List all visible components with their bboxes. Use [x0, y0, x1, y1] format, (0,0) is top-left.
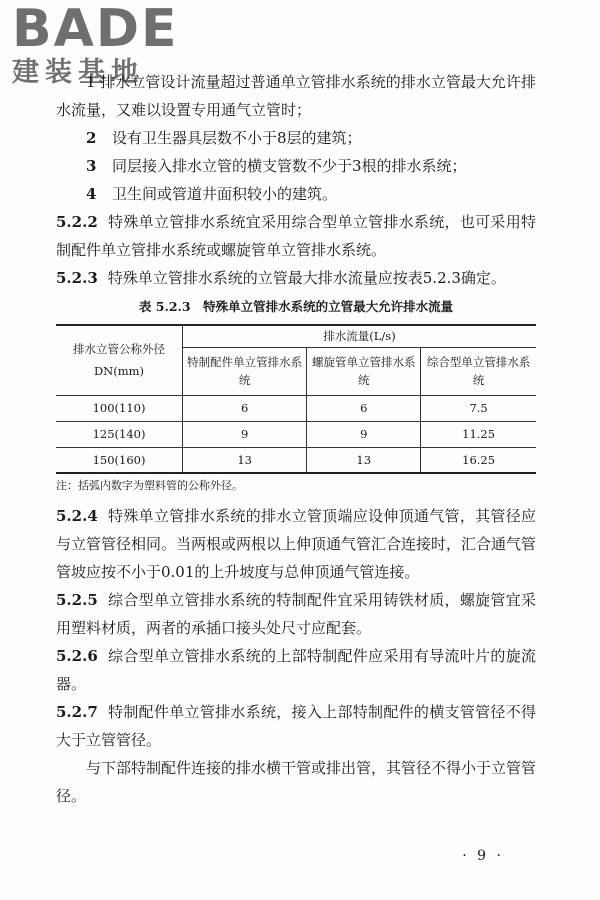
cell-flow: 7.5 — [421, 395, 536, 421]
clause-number: 5.2.3 — [56, 269, 98, 287]
clause-number: 5.2.5 — [56, 591, 98, 609]
logo-subtitle: 建装基地 — [12, 57, 144, 88]
table-caption: 表 5.2.3 特殊单立管排水系统的立管最大允许排水流量 — [138, 299, 454, 314]
cell-dn: 100(110) — [56, 395, 183, 421]
clause-text: 特制配件单立管排水系统，接入上部特制配件的横支管管径不得大于立管管径。 — [56, 703, 536, 749]
page-number: · 9 · — [462, 848, 504, 864]
table-row — [56, 395, 536, 421]
clause-number: 5.2.6 — [56, 647, 98, 665]
clause-5-2-4 — [56, 502, 536, 586]
cell-dn: 125(140) — [56, 421, 183, 447]
cell-flow: 13 — [307, 447, 421, 473]
item-number: 4 — [86, 185, 97, 203]
clause-text: 特殊单立管排水系统的排水立管顶端应设伸顶通气管，其管径应与立管管径相同。当两根或两根以上伸顶通气管汇合连接时，汇合通气管管坡应按不小于0.01的上升坡度与总伸顶通气管连接。 — [56, 507, 537, 581]
flow-table — [56, 324, 536, 474]
list-item — [56, 152, 536, 180]
item-text: 设有卫生器具层数不小于8层的建筑； — [112, 129, 362, 147]
cell-flow: 9 — [183, 421, 307, 447]
page-body — [56, 68, 536, 810]
item-text: 同层接入排水立管的横支管数不少于3根的排水系统； — [112, 157, 467, 175]
clause-5-2-6 — [56, 642, 536, 698]
item-text: 卫生间或管道井面积较小的建筑。 — [112, 185, 338, 203]
list-item-1: 1 排水立管设计流量超过普通单立管排水系统的排水立管最大允许排水流量，又难以设置专用通气立管时； — [56, 73, 536, 119]
clause-text: 综合型单立管排水系统的上部特制配件应采用有导流叶片的旋流器。 — [56, 647, 536, 693]
cell-flow: 6 — [183, 395, 307, 421]
header-dn: 排水立管公称外径DN(mm) — [56, 325, 183, 395]
list-items — [56, 124, 536, 208]
clause-text: 特殊单立管排水系统的立管最大排水流量应按表5.2.3确定。 — [107, 269, 506, 287]
cell-flow: 9 — [307, 421, 421, 447]
clause-text: 综合型单立管排水系统的特制配件宜采用铸铁材质，螺旋管宜采用塑料材质，两者的承插口接头处尺寸应配套。 — [56, 591, 536, 637]
cell-dn: 150(160) — [56, 447, 183, 473]
cell-flow: 13 — [183, 447, 307, 473]
clause-5-2-5 — [56, 586, 536, 642]
cell-flow: 6 — [307, 395, 421, 421]
clause-number: 5.2.4 — [56, 507, 98, 525]
list-item — [56, 124, 536, 152]
clause-5-2-7 — [56, 698, 536, 754]
item-number: 3 — [86, 157, 97, 175]
cell-flow: 11.25 — [421, 421, 536, 447]
table-note: 注：括弧内数字为塑料管的公称外径。 — [56, 479, 243, 492]
table-row — [56, 447, 536, 473]
list-item — [56, 180, 536, 208]
clause-text: 特殊单立管排水系统宜采用综合型单立管排水系统，也可采用特制配件单立管排水系统或螺旋管单立管排水系统。 — [56, 213, 536, 259]
clause-5-2-2 — [56, 208, 536, 264]
subheader-fitting-system: 特制配件单立管排水系统 — [183, 347, 307, 395]
table-row — [56, 421, 536, 447]
clause-5-2-3 — [56, 264, 536, 292]
header-flow: 排水流量(L/s) — [183, 325, 537, 347]
logo-wordmark: BADE — [12, 0, 179, 59]
clause-number: 5.2.2 — [56, 213, 98, 231]
clause-number: 5.2.7 — [56, 703, 98, 721]
subheader-spiral-system: 螺旋管单立管排水系统 — [307, 347, 421, 395]
cell-flow: 16.25 — [421, 447, 536, 473]
closing-paragraph: 与下部特制配件连接的排水横干管或排出管，其管径不得小于立管管径。 — [56, 759, 537, 805]
subheader-combined-system: 综合型单立管排水系统 — [421, 347, 536, 395]
item-number: 2 — [86, 129, 97, 147]
